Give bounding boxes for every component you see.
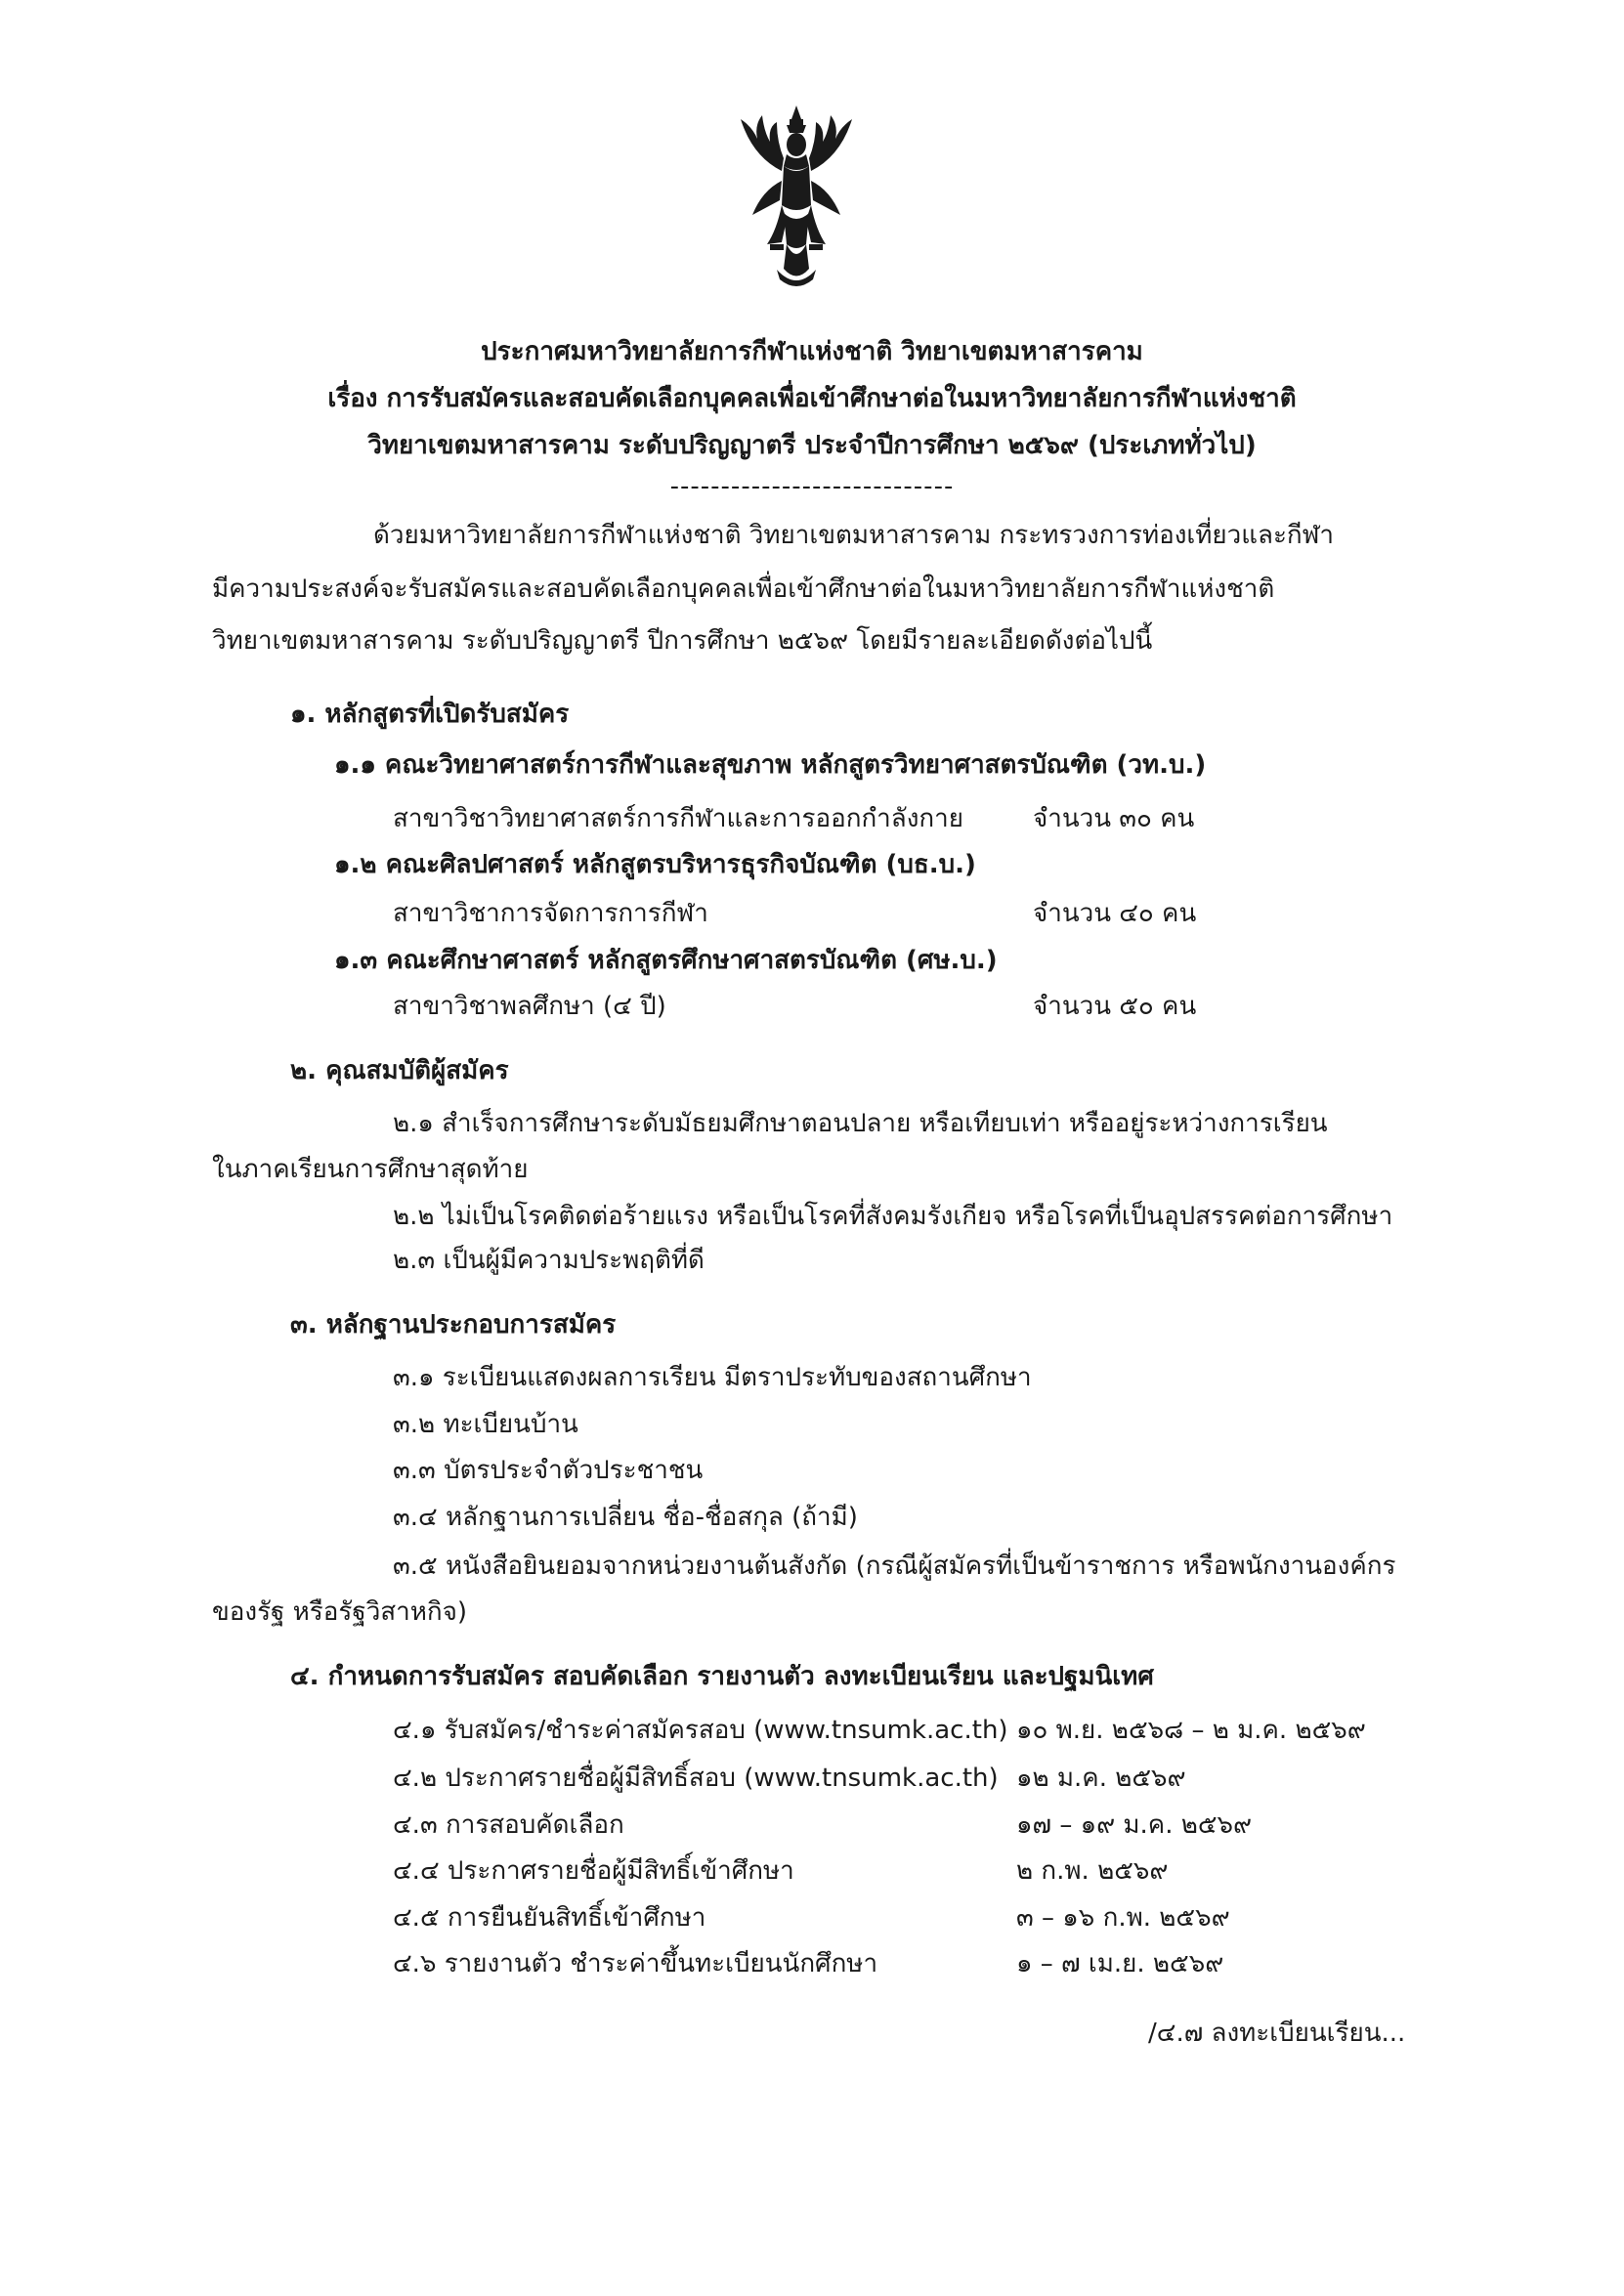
section-3-heading: ๓. หลักฐานประกอบการสมัคร (290, 1310, 617, 1339)
schedule-label: ๔.๑ รับสมัคร/ชำระค่าสมัครสอบ (www.tnsumk.ac.th) (393, 1716, 1008, 1745)
schedule-date: ๑๗ – ๑๙ ม.ค. ๒๕๖๙ (1016, 1810, 1253, 1840)
schedule-date: ๒ ก.พ. ๒๕๖๙ (1016, 1856, 1169, 1886)
document-item: ๓.๑ ระเบียนแสดงผลการเรียน มีตราประทับของสถานศึกษา (393, 1363, 1032, 1392)
schedule-label: ๔.๒ ประกาศรายชื่อผู้มีสิทธิ์สอบ (www.tnsumk.ac.th) (393, 1764, 999, 1793)
continuation-note: /๔.๗ ลงทะเบียนเรียน... (1148, 2019, 1406, 2048)
program-faculty: ๑.๒ คณะศิลปศาสตร์ หลักสูตรบริหารธุรกิจบัณฑิต (บธ.บ.) (334, 850, 976, 879)
announcement-subject: เรื่อง การรับสมัครและสอบคัดเลือกบุคคลเพื่อเข้าศึกษาต่อในมหาวิทยาลัยการกีฬาแห่งชาติ (327, 384, 1297, 413)
program-quota: จำนวน ๓๐ คน (1033, 804, 1195, 833)
program-quota: จำนวน ๔๐ คน (1033, 899, 1197, 928)
schedule-label: ๔.๖ รายงานตัว ชำระค่าขึ้นทะเบียนนักศึกษา (393, 1949, 878, 1978)
program-faculty: ๑.๑ คณะวิทยาศาสตร์การกีฬาและสุขภาพ หลักสูตรวิทยาศาสตรบัณฑิต (วท.บ.) (334, 750, 1207, 780)
title-divider: ---------------------------- (669, 472, 955, 501)
section-1-heading: ๑. หลักสูตรที่เปิดรับสมัคร (290, 700, 570, 729)
schedule-label: ๔.๔ ประกาศรายชื่อผู้มีสิทธิ์เข้าศึกษา (393, 1856, 794, 1886)
program-major: สาขาวิชาพลศึกษา (๔ ปี) (393, 992, 666, 1021)
qualification-item: ๒.๓ เป็นผู้มีความประพฤติที่ดี (393, 1246, 705, 1275)
document-item-continued: ของรัฐ หรือรัฐวิสาหกิจ) (212, 1597, 468, 1627)
announcement-subject-continued: วิทยาเขตมหาสารคาม ระดับปริญญาตรี ประจำปีการศึกษา ๒๕๖๙ (ประเภททั่วไป) (367, 431, 1257, 460)
schedule-date: ๑ – ๗ เม.ย. ๒๕๖๙ (1016, 1949, 1224, 1978)
intro-line-3: วิทยาเขตมหาสารคาม ระดับปริญญาตรี ปีการศึกษา ๒๕๖๙ โดยมีรายละเอียดดังต่อไปนี้ (212, 626, 1153, 656)
document-item: ๓.๔ หลักฐานการเปลี่ยน ชื่อ-ชื่อสกุล (ถ้ามี) (393, 1503, 858, 1532)
schedule-label: ๔.๕ การยืนยันสิทธิ์เข้าศึกษา (393, 1903, 706, 1933)
program-faculty: ๑.๓ คณะศึกษาศาสตร์ หลักสูตรศึกษาศาสตรบัณฑิต (ศษ.บ.) (334, 946, 998, 975)
schedule-label: ๔.๓ การสอบคัดเลือก (393, 1810, 624, 1840)
document-item: ๓.๕ หนังสือยินยอมจากหน่วยงานต้นสังกัด (กรณีผู้สมัครที่เป็นข้าราชการ หรือพนักงานองค์กร (393, 1552, 1396, 1581)
intro-line-2: มีความประสงค์จะรับสมัครและสอบคัดเลือกบุคคลเพื่อเข้าศึกษาต่อในมหาวิทยาลัยการกีฬาแห่งชาติ (212, 574, 1275, 604)
program-major: สาขาวิชาวิทยาศาสตร์การกีฬาและการออกกำลังกาย (393, 804, 963, 833)
schedule-date: ๓ – ๑๖ ก.พ. ๒๕๖๙ (1016, 1903, 1230, 1933)
qualification-item: ๒.๑ สำเร็จการศึกษาระดับมัธยมศึกษาตอนปลาย หรือเทียบเท่า หรืออยู่ระหว่างการเรียน (393, 1109, 1328, 1138)
document-item: ๓.๓ บัตรประจำตัวประชาชน (393, 1456, 704, 1485)
schedule-date: ๑๒ ม.ค. ๒๕๖๙ (1016, 1764, 1186, 1793)
document-item: ๓.๒ ทะเบียนบ้าน (393, 1410, 578, 1439)
intro-line-1: ด้วยมหาวิทยาลัยการกีฬาแห่งชาติ วิทยาเขตมหาสารคาม กระทรวงการท่องเที่ยวและกีฬา (373, 521, 1335, 550)
section-2-heading: ๒. คุณสมบัติผู้สมัคร (290, 1056, 509, 1085)
schedule-date: ๑๐ พ.ย. ๒๕๖๘ – ๒ ม.ค. ๒๕๖๙ (1016, 1716, 1366, 1745)
program-major: สาขาวิชาการจัดการการกีฬา (393, 899, 708, 928)
announcement-title: ประกาศมหาวิทยาลัยการกีฬาแห่งชาติ วิทยาเขตมหาสารคาม (481, 337, 1143, 366)
section-4-heading: ๔. กำหนดการรับสมัคร สอบคัดเลือก รายงานตัว ลงทะเบียนเรียน และปฐมนิเทศ (290, 1662, 1154, 1691)
garuda-emblem-icon (723, 98, 870, 293)
qualification-item-continued: ในภาคเรียนการศึกษาสุดท้าย (212, 1155, 529, 1184)
program-quota: จำนวน ๕๐ คน (1033, 992, 1197, 1021)
qualification-item: ๒.๒ ไม่เป็นโรคติดต่อร้ายแรง หรือเป็นโรคที่สังคมรังเกียจ หรือโรคที่เป็นอุปสรรคต่อการศึกษา (393, 1202, 1393, 1231)
